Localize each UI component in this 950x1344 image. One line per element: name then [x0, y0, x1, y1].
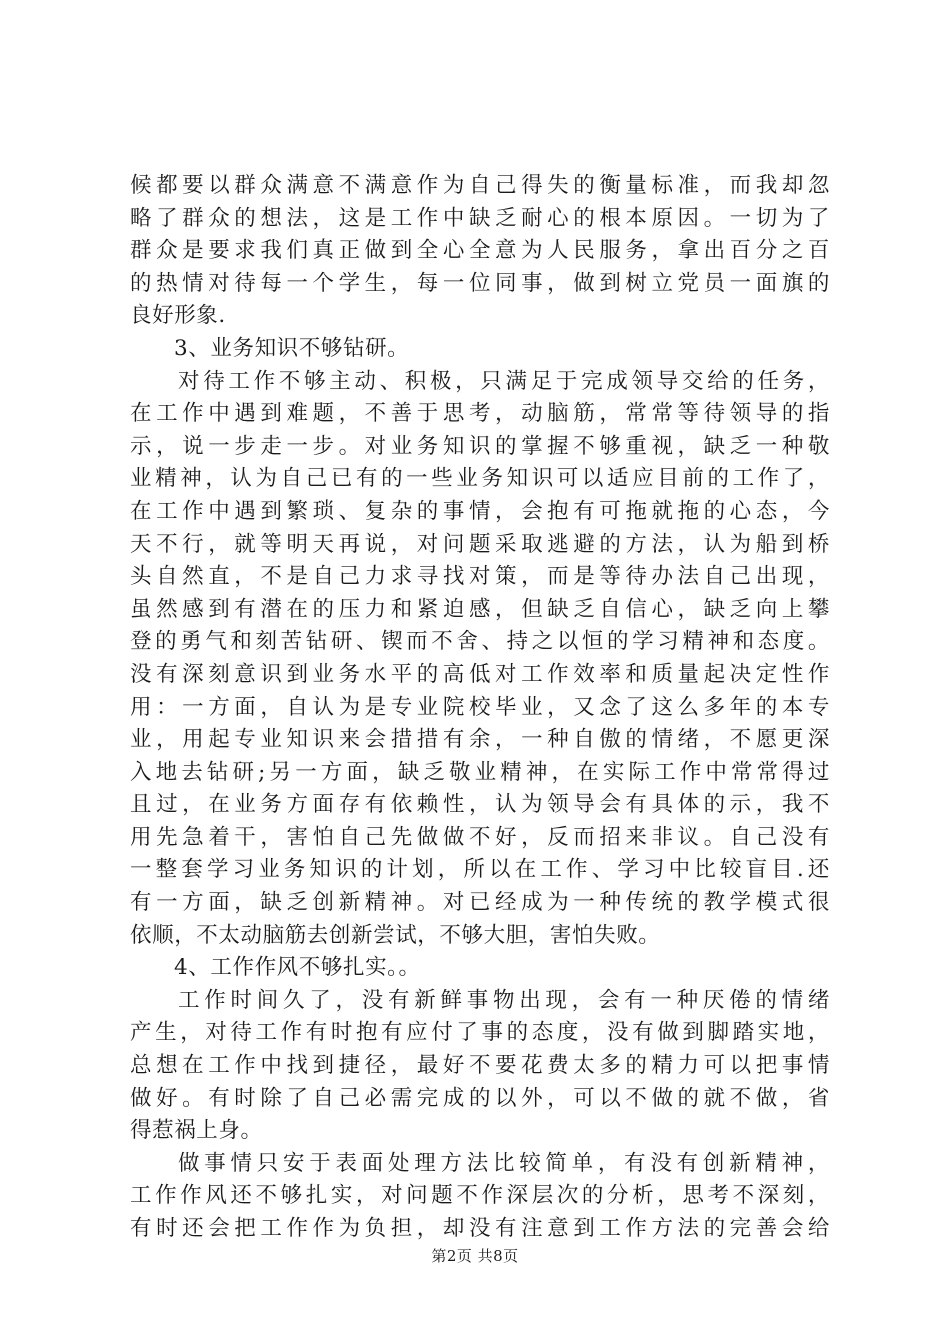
text-line: 有一方面，缺乏创新精神。对已经成为一种传统的教学模式很 — [130, 890, 830, 916]
text-line: 一整套学习业务知识的计划，所以在工作、学习中比较盲目.还 — [130, 857, 830, 883]
document-body — [130, 170, 830, 1246]
text-line: 在工作中遇到繁琐、复杂的事情，会抱有可拖就拖的心态，今 — [130, 498, 830, 524]
text-line: 做事情只安于表面处理方法比较简单，有没有创新精神， — [178, 1150, 830, 1176]
text-line: 候都要以群众满意不满意作为自己得失的衡量标准，而我却忽 — [130, 173, 830, 198]
text-line: 虽然感到有潜在的压力和紧迫感，但缺乏自信心，缺乏向上攀 — [130, 596, 830, 622]
text-line: 略了群众的想法，这是工作中缺乏耐心的根本原因。一切为了 — [130, 205, 830, 231]
text-line: 没有深刻意识到业务水平的高低对工作效率和质量起决定性作 — [130, 661, 830, 687]
text-line: 天不行，就等明天再说，对问题采取逃避的方法，认为船到桥 — [130, 531, 830, 557]
text-line: 业精神，认为自己已有的一些业务知识可以适应目前的工作了， — [130, 466, 830, 492]
text-line: 依顺，不太动脑筋去创新尝试，不够大胆，害怕失败。 — [130, 922, 661, 948]
text-line: 良好形象. — [130, 303, 226, 329]
text-line: 产生，对待工作有时抱有应付了事的态度，没有做到脚踏实地， — [130, 1020, 830, 1046]
text-line: 的热情对待每一个学生，每一位同事，做到树立党员一面旗的 — [130, 270, 830, 296]
text-line: 工作时间久了，没有新鲜事物出现，会有一种厌倦的情绪 — [178, 987, 830, 1013]
text-line: 在工作中遇到难题，不善于思考，动脑筋，常常等待领导的指 — [130, 401, 830, 427]
page-number-footer: 第2页 共8页 — [431, 1247, 519, 1265]
text-line: 用先急着干，害怕自己先做做不好，反而招来非议。自己没有 — [130, 824, 830, 850]
text-line: 用：一方面，自认为是专业院校毕业，又念了这么多年的本专 — [130, 694, 830, 720]
text-line: 做好。有时除了自己必需完成的以外，可以不做的就不做，省 — [130, 1085, 830, 1111]
text-line: 登的勇气和刻苦钻研、锲而不舍、持之以恒的学习精神和态度。 — [130, 629, 830, 655]
text-line: 且过，在业务方面存有依赖性，认为领导会有具体的示，我不 — [130, 792, 830, 818]
text-line: 入地去钻研;另一方面，缺乏敬业精神，在实际工作中常常得过 — [130, 759, 830, 785]
text-line: 总想在工作中找到捷径，最好不要花费太多的精力可以把事情 — [130, 1053, 830, 1079]
section-heading-4: 4、工作作风不够扎实。。 — [174, 955, 421, 981]
text-line: 有时还会把工作作为负担，却没有注意到工作方法的完善会给 — [130, 1216, 830, 1241]
text-line: 工作作风还不够扎实，对问题不作深层次的分析，思考不深刻， — [130, 1183, 830, 1209]
text-line: 头自然直，不是自己力求寻找对策，而是等待办法自己出现， — [130, 564, 830, 590]
text-line: 示，说一步走一步。对业务知识的掌握不够重视，缺乏一种敬 — [130, 433, 830, 459]
text-line: 群众是要求我们真正做到全心全意为人民服务，拿出百分之百 — [130, 238, 830, 264]
text-line: 业，用起专业知识来会措措有余，一种自傲的情绪，不愿更深 — [130, 727, 830, 753]
section-heading-3: 3、业务知识不够钻研。 — [174, 335, 410, 361]
text-line: 得惹祸上身。 — [130, 1118, 263, 1144]
text-line: 对待工作不够主动、积极，只满足于完成领导交给的任务， — [178, 368, 830, 394]
